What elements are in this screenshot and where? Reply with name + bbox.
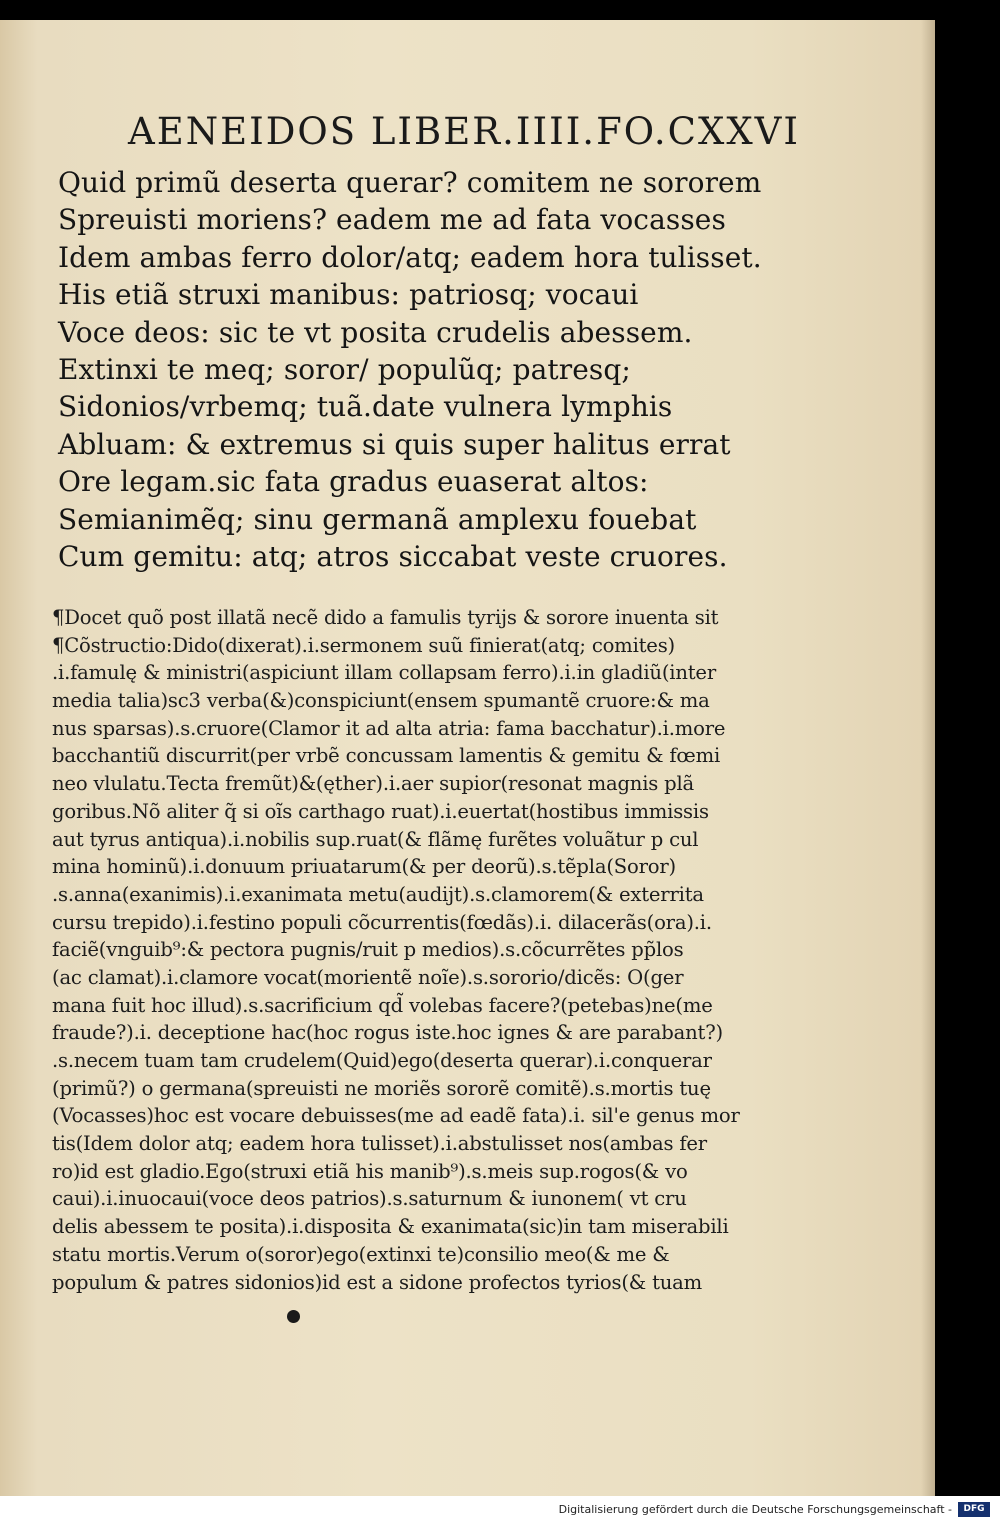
header-title: AENEIDOS LIBER.IIII. [128,110,597,153]
commentary-line: .i.famulę & ministri(aspiciunt illam collapsam ferro).i.in gladiũ(inter [52,661,716,685]
commentary-line: mina hominũ).i.donuum priuatarum(& per deorũ).s.tẽpla(Soror) [52,855,676,879]
running-header [128,110,801,156]
digitization-footer [0,1496,1000,1524]
verse-line: Semianimẽq; sinu germanã amplexu fouebat [58,502,697,536]
commentary-line: statu mortis.Verum o(soror)ego(extinxi te)consilio meo(& me & [52,1242,670,1266]
verse-line: Extinxi te meq; soror/ populũq; patresq; [58,352,631,386]
commentary-line: .s.anna(exanimis).i.exanimata metu(audijt).s.clamorem(& exterrita [52,882,704,906]
commentary-line: .s.necem tuam tam crudelem(Quid)ego(deserta querar).i.conquerar [52,1049,712,1072]
verse-line: Sidonios/vrbemq; tuã.date vulnera lymphis [58,390,673,424]
verse-block [58,164,778,575]
verse-line: Cum gemitu: atq; atros siccabat veste cruores. [58,539,728,573]
commentary-line: cursu trepido).i.festino populi cõcurrentis(fœdãs).i. dilacerãs(ora).i. [52,910,712,934]
commentary-line: ro)id est gladio.Ego(struxi etiã his manib⁹).s.meis sup.rogos(& vo [52,1159,688,1183]
verse-line: Quid primũ deserta querar? comitem ne sororem [58,166,762,199]
verse-line: Spreuisti moriens? eadem me ad fata vocasses [58,203,726,237]
book-page [0,20,935,1496]
commentary-line: fraude?).i. deceptione hac(hoc rogus iste.hoc ignes & are parabant?) [52,1021,723,1045]
verse-line: Voce deos: sic te vt posita crudelis abessem. [58,315,693,349]
verse-line: His etiã struxi manibus: patriosq; vocaui [58,278,639,312]
commentary-line: caui).i.inuocaui(voce deos patrios).s.saturnum & iunonem( vt cru [52,1187,687,1211]
commentary-line: faciẽ(vnguib⁹:& pectora pugnis/ruit p medios).s.cõcurrẽtes pp̃los [52,938,684,962]
funding-note: Digitalisierung gefördert durch die Deutsche Forschungsgemeinschaft - [558,1503,952,1516]
commentary-line: tis(Idem dolor atq; eadem hora tulisset).i.abstulisset nos(ambas fer [52,1132,707,1156]
verse-line: Ore legam.sic fata gradus euaserat altos: [58,465,649,499]
commentary-line: delis abessem te posita).i.disposita & exanimata(sic)in tam miserabili [52,1215,729,1239]
commentary-line: ¶Cõstructio:Dido(dixerat).i.sermonem suũ finierat(atq; comites) [52,633,676,657]
commentary-line: goribus.Nõ aliter q̃ si oĩs carthago ruat).i.euertat(hostibus immissis [52,799,709,823]
commentary-line: populum & patres sidonios)id est a sidone profectos tyrios(& tuam [52,1270,703,1294]
commentary-line: ¶Docet quõ post illatã necẽ dido a famulis tyrijs & sorore inuenta sit [52,606,719,629]
verse-line: Abluam: & extremus si quis super halitus errat [58,427,731,461]
commentary-line: (Vocasses)hoc est vocare debuisses(me ad eadẽ fata).i. sil'e genus mor [52,1104,740,1128]
dfg-logo-icon: DFG [958,1502,990,1517]
commentary-line: mana fuit hoc illud).s.sacrificium qd̃ volebas facere?(petebas)ne(me [52,993,713,1017]
commentary-line: media talia)sc3 verba(&)conspiciunt(ensem spumantẽ cruore:& ma [52,689,710,713]
commentary-line: nus sparsas).s.cruore(Clamor it ad alta atria: fama bacchatur).i.more [52,716,726,740]
verse-line: Idem ambas ferro dolor/atq; eadem hora tulisset. [58,240,762,274]
commentary-line: neo vlulatu.Tecta fremũt)&(ęther).i.aer supior(resonat magnis plã [52,772,695,796]
commentary-line: (primũ?) o germana(spreuisti ne moriẽs sororẽ comitẽ).s.mortis tuę [52,1076,711,1100]
commentary-block [52,604,762,1296]
folio-number: FO.CXXVI [596,110,801,153]
commentary-line: (ac clamat).i.clamore vocat(morientẽ noĩe).s.sororio/dicẽs: O(ger [52,965,684,989]
commentary-line: aut tyrus antiqua).i.nobilis sup.ruat(& flãmę furẽtes voluãtur p cul [52,827,699,851]
commentary-line: bacchantiũ discurrit(per vrbẽ concussam lamentis & gemitu & fœmi [52,744,721,768]
ornament-dot [287,1310,300,1323]
